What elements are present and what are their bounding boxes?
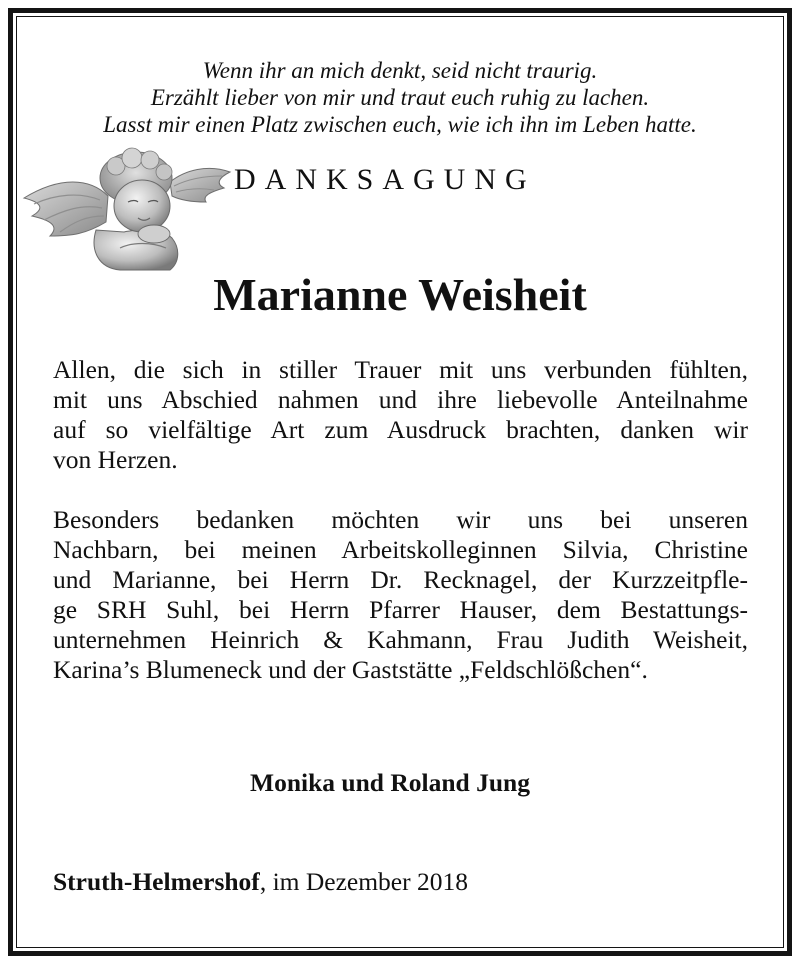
paragraph-line: ge SRH Suhl, bei Herrn Pfarrer Hauser, dem Bestattungs- — [53, 595, 748, 624]
poem-line: Erzählt lieber von mir und traut euch ruhig zu lachen. — [150, 85, 650, 110]
place-name: Struth-Helmershof — [53, 867, 260, 896]
deceased-name: Marianne Weisheit — [213, 269, 587, 320]
paragraph-line: Nachbarn, bei meinen Arbeitskolleginnen Silvia, Christine — [53, 535, 748, 564]
poem-line: Lasst mir einen Platz zwischen euch, wie ich ihn im Leben hatte. — [103, 112, 697, 137]
paragraph-line: mit uns Abschied nahmen und ihre liebevolle Anteilnahme — [53, 385, 748, 414]
paragraph-line: von Herzen. — [53, 445, 178, 474]
paragraph-thanks-special — [53, 505, 748, 685]
paragraph-thanks-general — [53, 355, 748, 475]
date-text: , im Dezember 2018 — [259, 867, 468, 896]
poem-line: Wenn ihr an mich denkt, seid nicht traurig. — [202, 58, 598, 83]
heading-danksagung: DANKSAGUNG — [234, 163, 536, 196]
paragraph-line: Besonders bedanken möchten wir uns bei unseren — [53, 505, 748, 534]
cherub-angel-icon — [20, 138, 232, 274]
poem — [30, 57, 770, 138]
place-date — [53, 866, 468, 898]
paragraph-line: Allen, die sich in stiller Trauer mit uns verbunden fühlten, — [53, 355, 748, 384]
signature: Monika und Roland Jung — [250, 768, 530, 797]
paragraph-line: auf so vielfältige Art zum Ausdruck brachten, danken wir — [53, 415, 748, 444]
paragraph-line: und Marianne, bei Herrn Dr. Recknagel, der Kurzzeitpfle- — [53, 565, 748, 594]
paragraph-line: unternehmen Heinrich & Kahmann, Frau Judith Weisheit, — [53, 625, 748, 654]
paragraph-line: Karina’s Blumeneck und der Gaststätte „Feldschlößchen“. — [53, 655, 648, 684]
